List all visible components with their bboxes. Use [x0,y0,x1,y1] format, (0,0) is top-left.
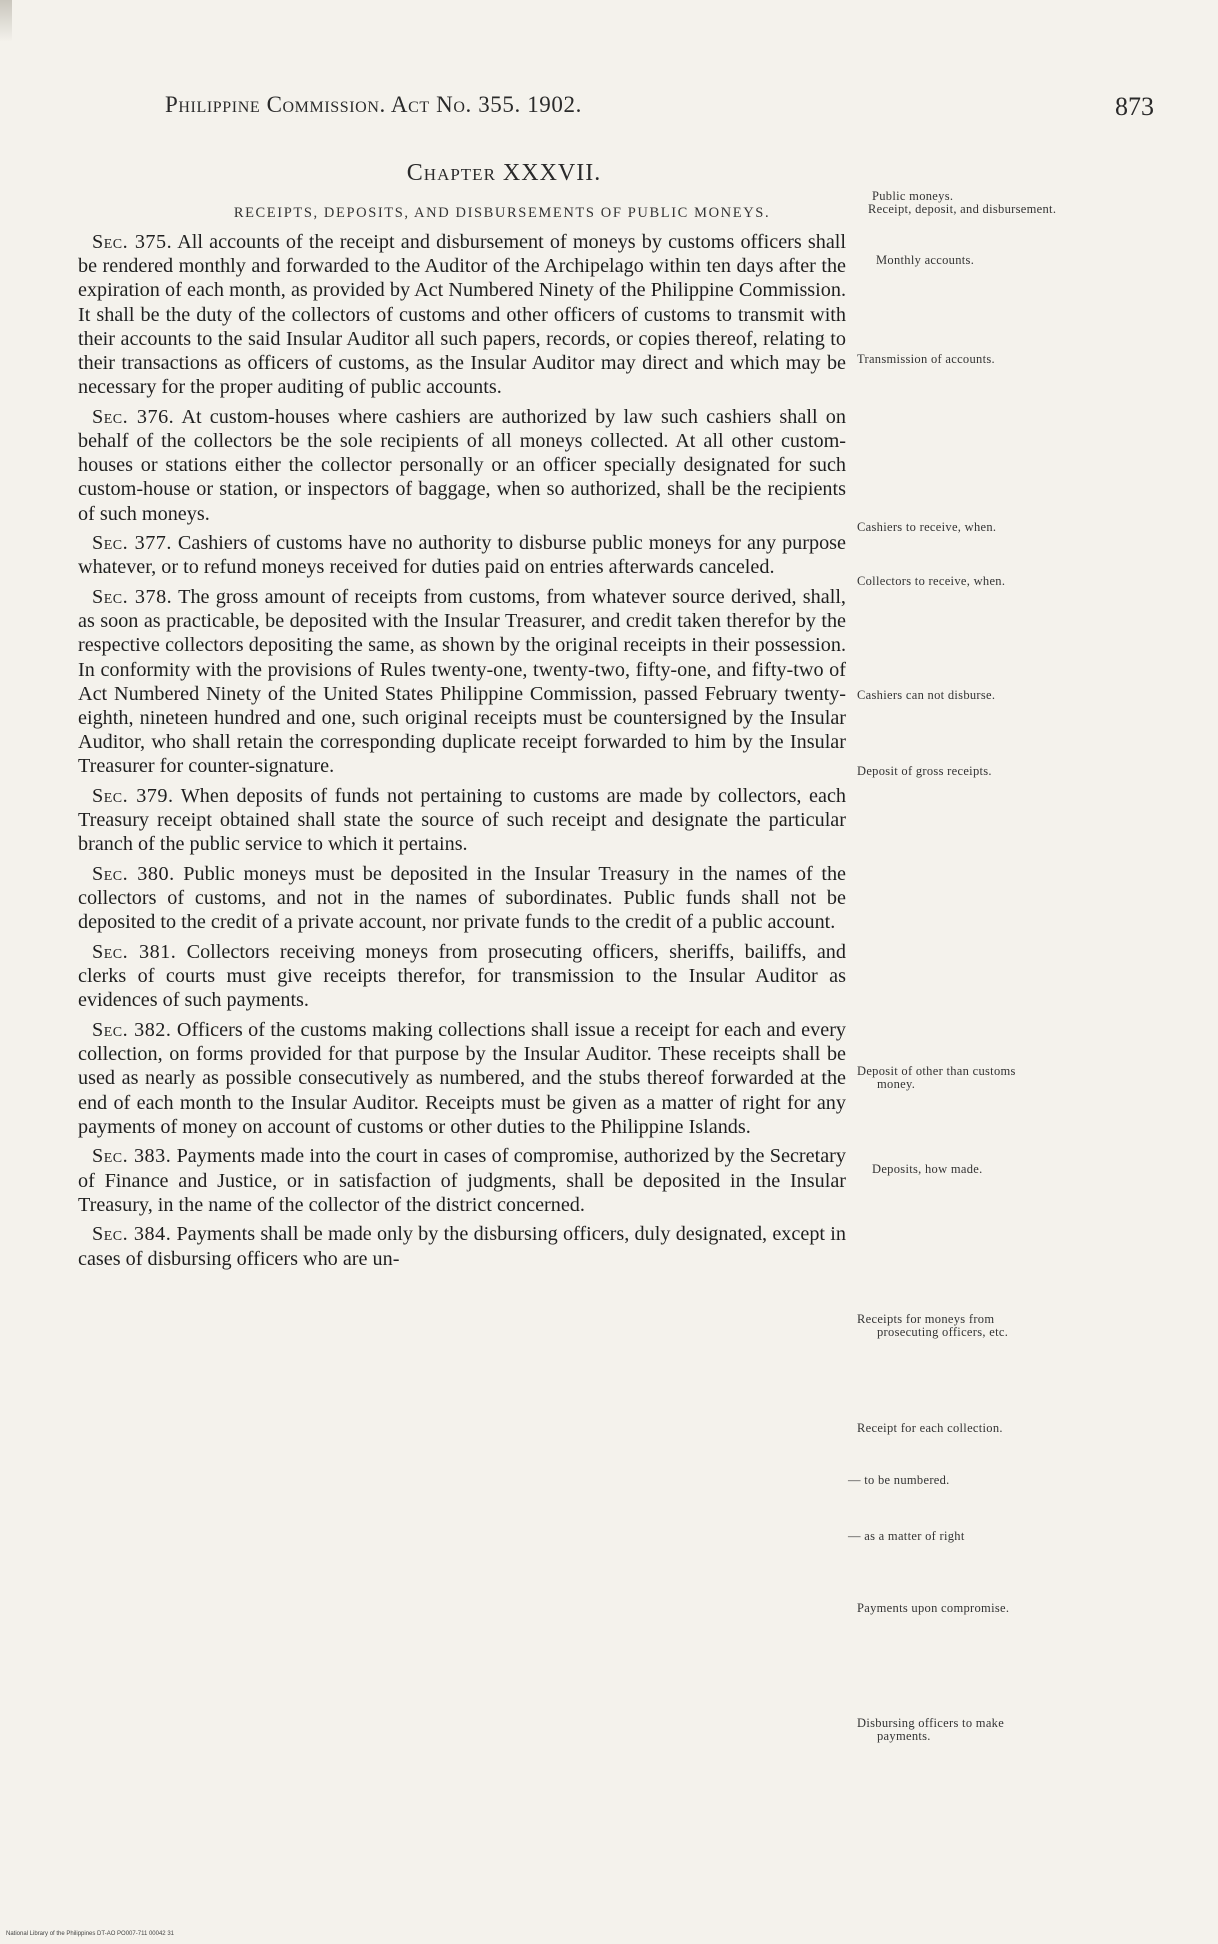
running-head-title: Philippine Commission. Act No. 355. 1902. [165,92,582,117]
section-378 [78,585,846,779]
margin-note-cashiers-disburse [857,689,1053,702]
margin-note-numbered [848,1474,1056,1487]
section-label: Sec. 375. [92,231,173,253]
section-label: Sec. 381. [92,941,177,964]
section-text: Payments made into the court in cases of compromise, authorized by the Secretary of Finance and Justice, or in satisfaction of judgments, shall be deposited in the Insular Treasury, in the name of the collector of the district concerned. [78,1145,846,1216]
scan-edge-mark [0,0,12,42]
section-382 [78,1018,846,1139]
margin-note-compromise [857,1602,1053,1615]
footer-reference: National Library of the Philippines DT-AO PO007-711 00042 31 [6,1931,174,1937]
margin-note-line: Receipt, deposit, and disbursement. [868,202,1057,216]
section-label: Sec. 379. [92,785,174,808]
margin-note-line: Deposit of other than customs money. [857,1064,1016,1091]
margin-note-line: Payments upon compromise. [857,1601,1010,1615]
margin-note-line: Public moneys. [872,189,954,203]
margin-note-line: Transmission of accounts. [857,352,995,366]
running-head [0,92,1218,132]
chapter-subheading: RECEIPTS, DEPOSITS, AND DISBURSEMENTS OF PUBLIC MONEYS. [233,205,771,221]
page-number: 873 [1115,92,1154,121]
section-label: Sec. 377. [92,532,172,555]
section-label: Sec. 380. [92,863,175,886]
section-text: Collectors receiving moneys from prosecuting officers, sheriffs, bailiffs, and clerks of courts must give receipts therefor, for transmission to the Insular Auditor as evidences of such payments. [78,941,846,1012]
section-text: All accounts of the receipt and disbursement of moneys by customs officers shall be rendered monthly and forwarded to the Auditor of the Archipelago within ten days after the expiration of each month, as provided by Act Numbered Ninety of the Philippine Commission. It shall be the duty of the collectors of customs and other officers of customs to transmit with their accounts to the said Insular Auditor all such papers, records, or copies thereof, relating to their transactions as officers of customs, as the Insular Auditor may direct and which may be necessary for the proper auditing of public accounts. [78,231,847,399]
body-text [78,230,846,1276]
margin-note-collectors-receive [857,575,1057,588]
margin-note-line: Cashiers to receive, when. [857,520,997,534]
section-377 [78,531,846,579]
margin-note-cashiers-receive [857,521,1057,534]
margin-note-line: Deposit of gross receipts. [857,764,992,778]
margin-note-line: Receipt for each collection. [857,1421,1003,1435]
section-label: Sec. 376. [92,405,175,428]
margin-note-deposit-gross [857,765,1053,778]
section-379 [78,784,846,857]
margin-note-line: Deposits, how made. [872,1162,983,1176]
section-384 [78,1222,846,1270]
margin-note-disbursing [857,1717,1057,1743]
section-380 [78,862,846,935]
margin-note-receipt-each [857,1422,1057,1435]
section-label: Sec. 383. [92,1145,172,1168]
section-label: Sec. 378. [92,586,173,609]
section-text: At custom-houses where cashiers are authorized by law such cashiers shall on behalf of the collectors be the sole recipients of all moneys collected. At all other custom-houses or stations either the collector personally or an officer specially designated for such custom-house or station, or inspectors of baggage, when so authorized, shall be the recipients of such moneys. [78,405,846,525]
section-375 [78,230,846,399]
margin-note-line: Collectors to receive, when. [857,574,1006,588]
chapter-heading: Chapter XXXVII. [406,160,602,186]
margin-note-line: Disbursing officers to make payments. [857,1716,1005,1743]
section-376 [78,405,846,526]
section-label: Sec. 384. [92,1223,172,1246]
margin-note-public-moneys [868,189,1080,216]
margin-note-line: Receipts for moneys from prosecuting officers, etc. [857,1312,1009,1339]
section-text: Officers of the customs making collections shall issue a receipt for each and every collection, on forms provided for that purpose by the Insular Auditor. These receipts shall be used as nearly as possible consecutively as numbered, and the stubs thereof forwarded at the end of each month to the Insular Auditor. Receipts must be given as a matter of right for any payments of money on account of customs or other duties to the Philippine Islands. [78,1019,847,1138]
margin-note-matter-of-right [848,1530,1056,1543]
margin-note-monthly-accounts [876,254,1084,267]
margin-note-transmission [857,353,1053,366]
margin-note-deposit-other [857,1065,1057,1091]
margin-note-deposits-how [872,1163,1080,1176]
section-text: When deposits of funds not pertaining to customs are made by collectors, each Treasury receipt obtained shall state the source of such receipt and designate the particular branch of the public service to which it pertains. [78,785,846,856]
margin-note-line: Cashiers can not disburse. [857,688,996,702]
section-text: The gross amount of receipts from customs, from whatever source derived, shall, as soon as practicable, be deposited with the Insular Treasurer, and credit taken therefor by the respective collectors depositing the same, as shown by the original receipts in their possession. In conformity with the provisions of Rules twenty-one, twenty-two, fifty-one, and fifty-two of Act Numbered Ninety of the United States Philippine Commission, passed February twenty-eighth, nineteen hundred and one, such original receipts must be countersigned by the Insular Auditor, who shall retain the corresponding duplicate receipt forwarded to him by the Insular Treasurer for counter-signature. [78,586,846,778]
margin-note-line: — as a matter of right [848,1529,965,1543]
section-text: Cashiers of customs have no authority to disburse public moneys for any purpose whatever, or to refund moneys received for duties paid on entries afterwards canceled. [78,532,846,579]
section-label: Sec. 382. [92,1019,172,1042]
margin-note-receipts-prosecuting [857,1313,1057,1339]
margin-note-line: Monthly accounts. [876,253,975,267]
section-381 [78,940,846,1013]
margin-note-line: — to be numbered. [848,1473,950,1487]
section-text: Payments shall be made only by the disbursing officers, duly designated, except in cases of disbursing officers who are un- [78,1223,846,1270]
section-text: Public moneys must be deposited in the Insular Treasury in the names of the collectors of customs, and not in the names of subordinates. Public funds shall not be deposited to the credit of a private account, nor private funds to the credit of a public account. [78,863,846,934]
section-383 [78,1144,846,1217]
